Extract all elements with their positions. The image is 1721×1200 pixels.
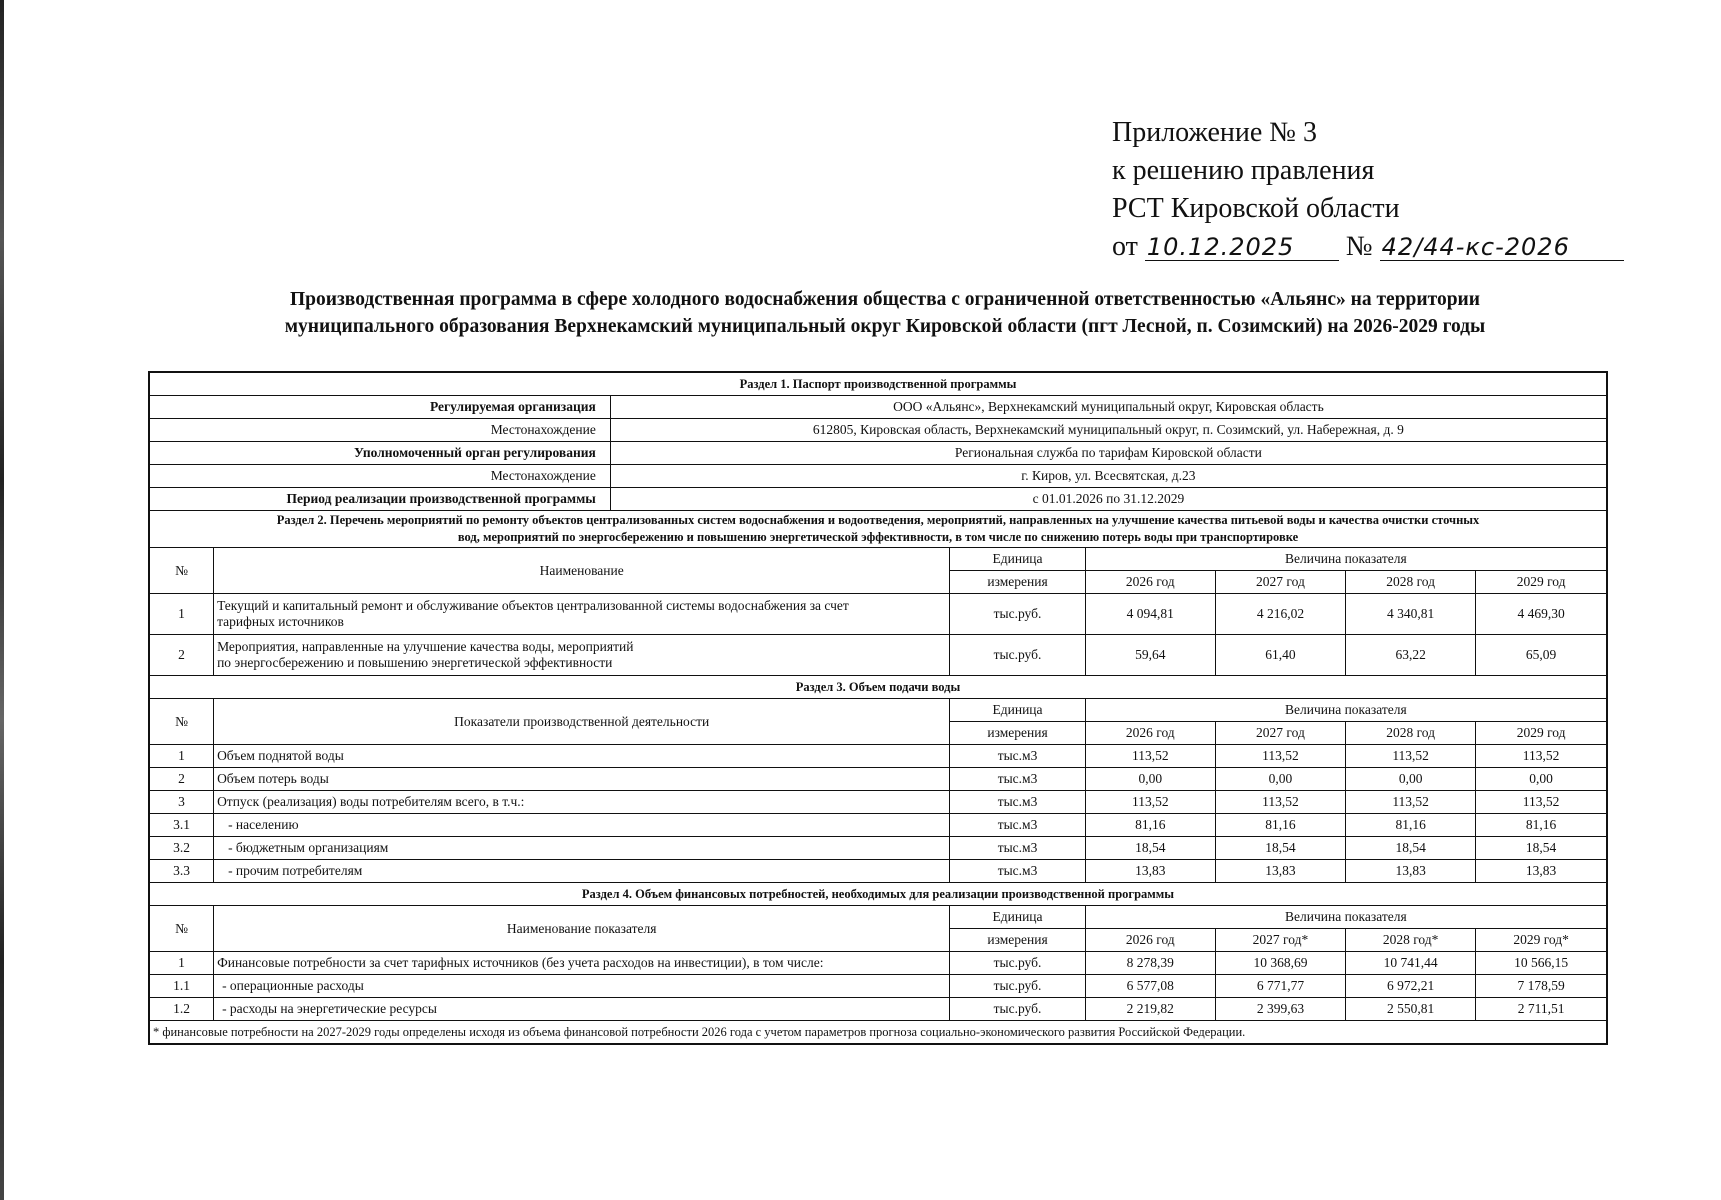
appendix-title: Приложение № 3	[1112, 117, 1317, 148]
col-no-header: №	[149, 548, 214, 594]
appendix-authority-line: РСТ Кировской области	[1112, 193, 1400, 224]
row-name: Объем поднятой воды	[214, 745, 950, 768]
row-no: 3.3	[149, 860, 214, 883]
appendix-block	[1112, 114, 1624, 266]
row-unit: тыс.м3	[950, 860, 1085, 883]
row-value: 6 577,08	[1085, 975, 1215, 998]
document-title-line1: Производственная программа в сфере холодного водоснабжения общества с ограниченной ответственностью «Альянс» на территории	[289, 289, 1481, 310]
row-name: - населению	[214, 814, 950, 837]
row-name: - расходы на энергетические ресурсы	[214, 998, 950, 1021]
row-unit: тыс.м3	[950, 768, 1085, 791]
year-header: 2028 год	[1346, 722, 1476, 745]
col-unit-header: Единица	[950, 548, 1085, 571]
table-row	[149, 952, 1607, 975]
section3-header: Раздел 3. Объем подачи воды	[149, 676, 1607, 699]
passport-label: Уполномоченный орган регулирования	[149, 442, 610, 465]
row-unit: тыс.м3	[950, 837, 1085, 860]
row-value: 10 368,69	[1215, 952, 1345, 975]
handwritten-number: 42/44-кс-2026	[1380, 234, 1624, 261]
row-value: 2 399,63	[1215, 998, 1345, 1021]
row-value: 0,00	[1476, 768, 1607, 791]
row-value: 13,83	[1346, 860, 1476, 883]
scan-edge	[0, 0, 4, 1200]
row-value: 7 178,59	[1476, 975, 1607, 998]
row-name: Отпуск (реализация) воды потребителям всего, в т.ч.:	[214, 791, 950, 814]
row-value: 13,83	[1476, 860, 1607, 883]
passport-label: Местонахождение	[149, 465, 610, 488]
row-name-line1: Мероприятия, направленные на улучшение качества воды, мероприятий	[217, 639, 634, 654]
passport-label: Местонахождение	[149, 419, 610, 442]
year-header: 2026 год	[1085, 722, 1215, 745]
year-header: 2027 год	[1215, 571, 1345, 594]
row-value: 63,22	[1346, 635, 1476, 676]
appendix-decision-line: к решению правления	[1112, 155, 1375, 186]
row-name: - прочим потребителям	[214, 860, 950, 883]
row-name: Объем потерь воды	[214, 768, 950, 791]
row-value: 113,52	[1215, 791, 1345, 814]
section2-header	[149, 511, 1607, 548]
table-row	[149, 975, 1607, 998]
passport-value: с 01.01.2026 по 31.12.2029	[610, 488, 1607, 511]
row-unit: тыс.м3	[950, 745, 1085, 768]
section1-header-row	[149, 372, 1607, 396]
row-name	[214, 594, 950, 635]
passport-value: ООО «Альянс», Верхнекамский муниципальный округ, Кировская область	[610, 396, 1607, 419]
section1-header: Раздел 1. Паспорт производственной программы	[149, 372, 1607, 396]
row-no: 2	[149, 768, 214, 791]
section2-header-row	[149, 511, 1607, 548]
table-row	[149, 745, 1607, 768]
section4-header-row	[149, 883, 1607, 906]
handwritten-date: 10.12.2025	[1145, 234, 1339, 261]
row-value: 18,54	[1215, 837, 1345, 860]
row-value: 59,64	[1085, 635, 1215, 676]
footnote-row	[149, 1021, 1607, 1045]
row-value: 113,52	[1085, 791, 1215, 814]
col-unit-header-2: измерения	[950, 929, 1085, 952]
row-unit: тыс.руб.	[950, 952, 1085, 975]
table-row	[149, 814, 1607, 837]
row-value: 6 972,21	[1346, 975, 1476, 998]
table-row	[149, 837, 1607, 860]
col-value-header: Величина показателя	[1085, 699, 1607, 722]
program-table	[148, 371, 1608, 1045]
passport-label: Регулируемая организация	[149, 396, 610, 419]
row-unit: тыс.руб.	[950, 975, 1085, 998]
year-header: 2028 год	[1346, 571, 1476, 594]
row-unit: тыс.руб.	[950, 594, 1085, 635]
row-value: 113,52	[1085, 745, 1215, 768]
document-title-line2: муниципального образования Верхнекамский муниципальный округ Кировской области (пгт Лесной, п. Созимский) на 2026-2029 годы	[284, 316, 1486, 337]
row-value: 10 566,15	[1476, 952, 1607, 975]
row-unit: тыс.руб.	[950, 998, 1085, 1021]
row-value: 113,52	[1476, 745, 1607, 768]
row-value: 0,00	[1346, 768, 1476, 791]
col-value-header: Величина показателя	[1085, 548, 1607, 571]
row-value: 4 094,81	[1085, 594, 1215, 635]
table-row	[149, 635, 1607, 676]
row-value: 113,52	[1346, 745, 1476, 768]
passport-row	[149, 442, 1607, 465]
row-value: 81,16	[1085, 814, 1215, 837]
row-no: 1	[149, 594, 214, 635]
row-unit: тыс.руб.	[950, 635, 1085, 676]
year-header: 2026 год	[1085, 929, 1215, 952]
row-no: 1	[149, 745, 214, 768]
row-value: 8 278,39	[1085, 952, 1215, 975]
appendix-date-number-line	[1112, 228, 1624, 266]
passport-row	[149, 488, 1607, 511]
passport-row	[149, 465, 1607, 488]
row-value: 2 550,81	[1346, 998, 1476, 1021]
row-no: 1	[149, 952, 214, 975]
row-name: - операционные расходы	[214, 975, 950, 998]
row-value: 113,52	[1215, 745, 1345, 768]
col-no-header: №	[149, 699, 214, 745]
row-value: 113,52	[1346, 791, 1476, 814]
row-name: Финансовые потребности за счет тарифных источников (без учета расходов на инвестиции), в том числе:	[214, 952, 950, 975]
col-name-header: Показатели производственной деятельности	[214, 699, 950, 745]
row-value: 4 340,81	[1346, 594, 1476, 635]
row-value: 13,83	[1215, 860, 1345, 883]
row-value: 4 216,02	[1215, 594, 1345, 635]
row-value: 18,54	[1085, 837, 1215, 860]
col-no-header: №	[149, 906, 214, 952]
footnote: * финансовые потребности на 2027-2029 годы определены исходя из объема финансовой потребности 2026 года с учетом параметров прогноза социально-экономического развития Российской Федерации.	[149, 1021, 1607, 1045]
row-unit: тыс.м3	[950, 791, 1085, 814]
col-name-header: Наименование	[214, 548, 950, 594]
passport-value: Региональная служба по тарифам Кировской области	[610, 442, 1607, 465]
row-value: 81,16	[1215, 814, 1345, 837]
year-header: 2029 год	[1476, 722, 1607, 745]
passport-label: Период реализации производственной программы	[149, 488, 610, 511]
row-value: 61,40	[1215, 635, 1345, 676]
year-header: 2029 год	[1476, 571, 1607, 594]
section4-header: Раздел 4. Объем финансовых потребностей, необходимых для реализации производственной программы	[149, 883, 1607, 906]
table-row	[149, 998, 1607, 1021]
row-value: 0,00	[1215, 768, 1345, 791]
appendix-number-sign: №	[1345, 231, 1373, 262]
col-unit-header-2: измерения	[950, 571, 1085, 594]
row-no: 1.1	[149, 975, 214, 998]
section4-col-header-row	[149, 906, 1607, 929]
row-no: 3	[149, 791, 214, 814]
year-header: 2027 год*	[1215, 929, 1345, 952]
section3-header-row	[149, 676, 1607, 699]
passport-row	[149, 419, 1607, 442]
row-name-line1: Текущий и капитальный ремонт и обслуживание объектов централизованной системы водоснабжения за счет	[217, 598, 849, 613]
row-no: 3.1	[149, 814, 214, 837]
col-unit-header: Единица	[950, 906, 1085, 929]
table-row	[149, 791, 1607, 814]
year-header: 2029 год*	[1476, 929, 1607, 952]
col-value-header: Величина показателя	[1085, 906, 1607, 929]
row-value: 65,09	[1476, 635, 1607, 676]
row-value: 2 219,82	[1085, 998, 1215, 1021]
section2-header-line2: вод, мероприятий по энергосбережению и повышению энергетической эффективности, в том числе по снижению потерь воды при транспортировке	[457, 530, 1299, 544]
row-value: 13,83	[1085, 860, 1215, 883]
row-value: 81,16	[1346, 814, 1476, 837]
row-value: 6 771,77	[1215, 975, 1345, 998]
passport-value: г. Киров, ул. Всесвятская, д.23	[610, 465, 1607, 488]
row-value: 4 469,30	[1476, 594, 1607, 635]
document-title	[150, 286, 1620, 340]
col-unit-header-2: измерения	[950, 722, 1085, 745]
row-value: 113,52	[1476, 791, 1607, 814]
row-value: 0,00	[1085, 768, 1215, 791]
year-header: 2028 год*	[1346, 929, 1476, 952]
row-unit: тыс.м3	[950, 814, 1085, 837]
row-no: 2	[149, 635, 214, 676]
row-value: 2 711,51	[1476, 998, 1607, 1021]
row-value: 18,54	[1476, 837, 1607, 860]
row-name-line2: по энергосбережению и повышению энергетической эффективности	[217, 655, 613, 670]
row-name: - бюджетным организациям	[214, 837, 950, 860]
passport-value: 612805, Кировская область, Верхнекамский муниципальный округ, п. Созимский, ул. Набережная, д. 9	[610, 419, 1607, 442]
section2-col-header-row	[149, 548, 1607, 571]
row-name	[214, 635, 950, 676]
section2-header-line1: Раздел 2. Перечень мероприятий по ремонту объектов централизованных систем водоснабжения и водоотведения, мероприятий, направленных на улучшение качества питьевой воды и качества очистки сточных	[276, 513, 1480, 527]
row-value: 18,54	[1346, 837, 1476, 860]
section3-col-header-row	[149, 699, 1607, 722]
row-name-line2: тарифных источников	[217, 614, 344, 629]
year-header: 2027 год	[1215, 722, 1345, 745]
row-no: 3.2	[149, 837, 214, 860]
table-row	[149, 594, 1607, 635]
row-value: 81,16	[1476, 814, 1607, 837]
table-row	[149, 768, 1607, 791]
row-no: 1.2	[149, 998, 214, 1021]
passport-row	[149, 396, 1607, 419]
appendix-ot: от	[1112, 231, 1138, 262]
table-row	[149, 860, 1607, 883]
col-name-header: Наименование показателя	[214, 906, 950, 952]
col-unit-header: Единица	[950, 699, 1085, 722]
year-header: 2026 год	[1085, 571, 1215, 594]
row-value: 10 741,44	[1346, 952, 1476, 975]
